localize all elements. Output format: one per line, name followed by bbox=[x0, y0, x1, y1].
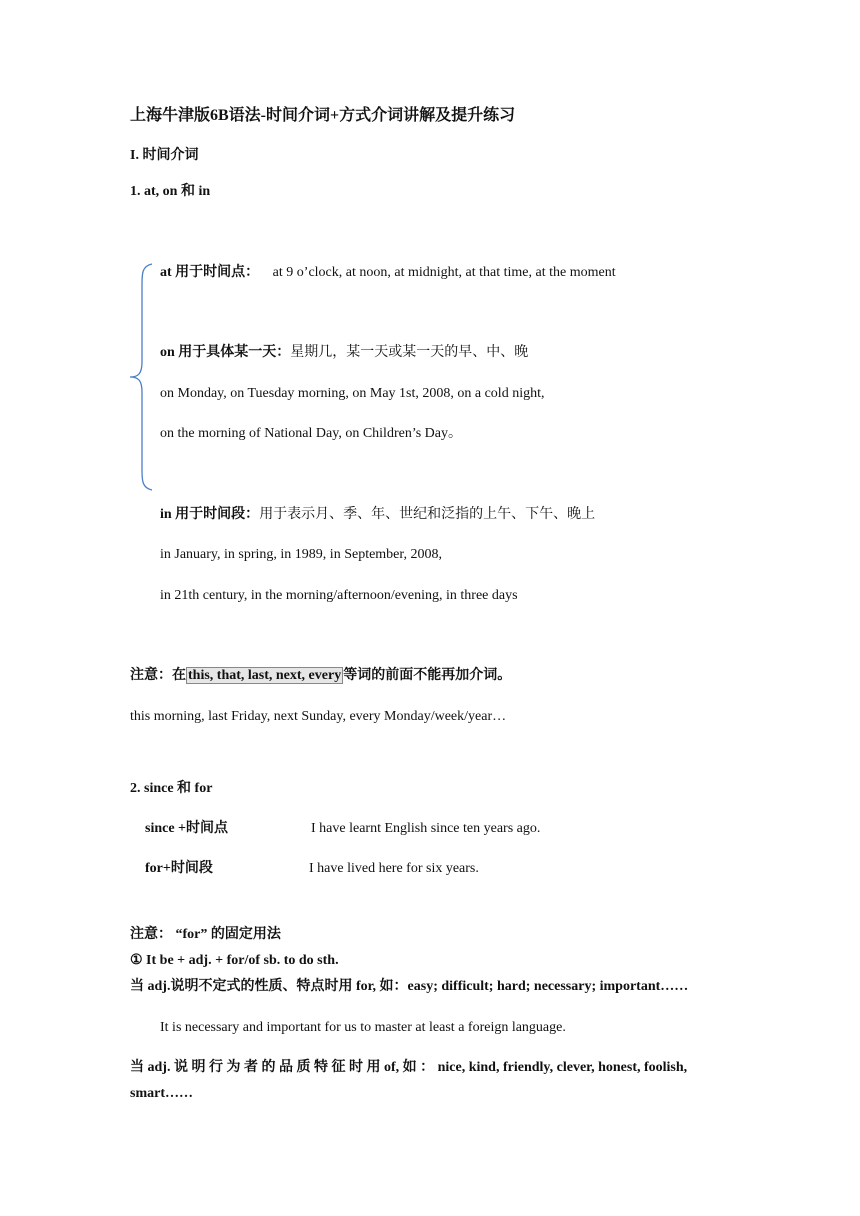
highlighted-words: this, that, last, next, every bbox=[188, 668, 342, 683]
subsection-heading-at-on-in: 1. at, on 和 in bbox=[130, 184, 211, 199]
at-rule bbox=[160, 264, 616, 282]
note-prefix: 注意：在 bbox=[130, 668, 186, 683]
note-example: this morning, last Friday, next Sunday, every Monday/week/year… bbox=[130, 709, 507, 724]
on-description: 星期几，某一天或某一天的早、中、晚 bbox=[290, 345, 529, 360]
note-suffix: 等词的前面不能再加介词。 bbox=[343, 668, 512, 683]
rule-for-example: It is necessary and important for us to master at least a foreign language. bbox=[160, 1020, 566, 1035]
in-rule bbox=[160, 506, 595, 524]
note-no-preposition bbox=[130, 667, 511, 685]
rule-of-line-2: smart…… bbox=[130, 1086, 193, 1101]
since-label: since +时间点 bbox=[145, 821, 229, 836]
rule-for: 当 adj.说明不定式的性质、特点时用 for, 如：easy; difficult; hard; necessary; important…… bbox=[130, 979, 689, 994]
on-label: on 用于具体某一天： bbox=[160, 345, 291, 360]
on-example-1: on Monday, on Tuesday morning, on May 1st, 2008, on a cold night, bbox=[160, 386, 545, 401]
on-rule bbox=[160, 344, 528, 362]
note-for-usage-heading: 注意： “for” 的固定用法 bbox=[130, 927, 281, 942]
for-example: I have lived here for six years. bbox=[309, 861, 479, 876]
rule-of-line-1: 当 adj. 说 明 行 为 者 的 品 质 特 征 时 用 of, 如 ： nice, kind, friendly, clever, honest, foolish, bbox=[130, 1060, 688, 1075]
at-label: at 用于时间点： bbox=[160, 265, 260, 280]
for-label: for+时间段 bbox=[145, 861, 213, 876]
in-example-1: in January, in spring, in 1989, in September, 2008, bbox=[160, 547, 442, 562]
on-example-2: on the morning of National Day, on Children’s Day。 bbox=[160, 426, 462, 441]
curly-brace-icon bbox=[124, 262, 158, 492]
in-example-2: in 21th century, in the morning/afternoon/evening, in three days bbox=[160, 588, 518, 603]
page-title: 上海牛津版6B语法-时间介词+方式介词讲解及提升练习 bbox=[130, 107, 516, 124]
since-example: I have learnt English since ten years ago. bbox=[311, 821, 541, 836]
section-heading-time-prepositions: I. 时间介词 bbox=[130, 148, 199, 163]
in-description: 用于表示月、季、年、世纪和泛指的上午、下午、晚上 bbox=[259, 507, 596, 522]
in-label: in 用于时间段： bbox=[160, 507, 260, 522]
sentence-pattern: ① It be + adj. + for/of sb. to do sth. bbox=[130, 953, 339, 968]
at-examples: at 9 o’clock, at noon, at midnight, at that time, at the moment bbox=[272, 265, 616, 280]
subsection-heading-since-for: 2. since 和 for bbox=[130, 781, 213, 796]
